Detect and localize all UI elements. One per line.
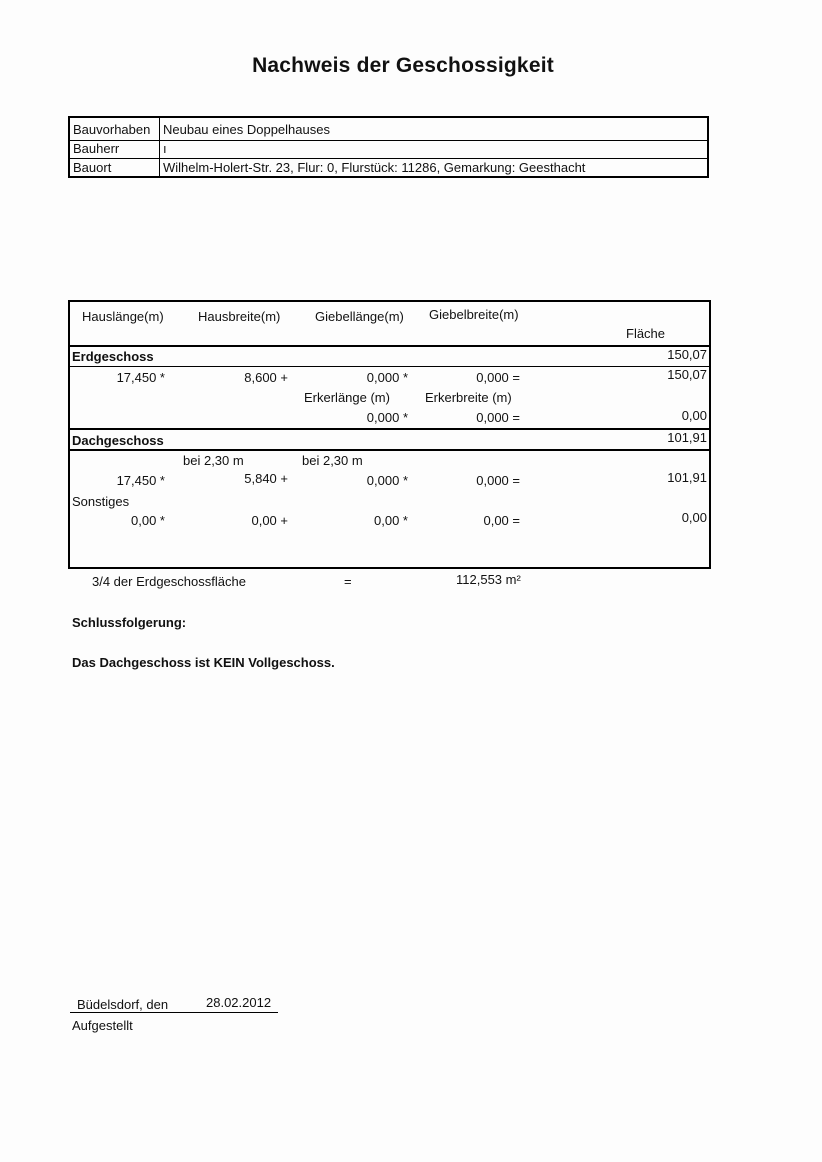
eg-hausbreite: 8,600 +: [244, 370, 288, 385]
header-flaeche: Fläche: [626, 326, 666, 341]
sonst-result: 0,00: [681, 510, 707, 525]
header-erkerbreite: Erkerbreite (m): [425, 390, 512, 405]
dg-giebellaenge: 0,000 *: [366, 473, 408, 488]
signature-line: [70, 1012, 278, 1013]
signature-date: 28.02.2012: [206, 995, 272, 1010]
dachgeschoss-total: 101,91: [667, 430, 707, 445]
info-value: Wilhelm-Holert-Str. 23, Flur: 0, Flurstück: 11286, Gemarkung: Geesthacht: [163, 160, 586, 175]
info-row-bauvorhaben: [70, 120, 707, 139]
section-divider: [70, 428, 709, 430]
erker-result: 0,00: [681, 408, 707, 423]
header-hausbreite: Hausbreite(m): [198, 309, 281, 324]
section-label-dachgeschoss: Dachgeschoss: [72, 433, 164, 448]
header-giebellaenge: Giebellänge(m): [315, 309, 404, 324]
info-label: Bauvorhaben: [73, 122, 151, 137]
erker-breite: 0,000 =: [476, 410, 520, 425]
dg-hausbreite: 5,840 +: [244, 471, 288, 486]
sonst-b: 0,00 +: [251, 513, 288, 528]
section-label-erdgeschoss: Erdgeschoss: [72, 349, 154, 364]
summary-label: 3/4 der Erdgeschossfläche: [92, 574, 246, 589]
header-erkerlaenge: Erkerlänge (m): [304, 390, 390, 405]
info-row-bauort: [70, 158, 707, 177]
header-giebelbreite: Giebelbreite(m): [429, 307, 519, 322]
signature-label: Aufgestellt: [72, 1018, 133, 1033]
summary-equals: =: [344, 574, 352, 589]
summary-value: 112,553 m²: [456, 572, 521, 587]
eg-hauslaenge: 17,450 *: [116, 370, 165, 385]
conclusion-text: Das Dachgeschoss ist KEIN Vollgeschoss.: [72, 655, 335, 670]
dg-giebelbreite: 0,000 =: [476, 473, 520, 488]
section-divider: [70, 345, 709, 347]
note-hausbreite: bei 2,30 m: [183, 453, 244, 468]
conclusion-heading: Schlussfolgerung:: [72, 615, 187, 630]
floor-area-table: [68, 300, 711, 569]
dg-hauslaenge: 17,450 *: [116, 473, 165, 488]
row-divider: [70, 366, 709, 367]
sonstiges-label: Sonstiges: [72, 494, 130, 509]
project-info-table: [68, 116, 709, 178]
eg-giebellaenge: 0,000 *: [366, 370, 408, 385]
erker-laenge: 0,000 *: [366, 410, 408, 425]
info-value: ı: [163, 141, 167, 156]
section-divider: [70, 449, 709, 451]
signature-place: Büdelsdorf, den: [77, 997, 169, 1012]
info-row-bauherr: [70, 139, 707, 158]
info-label: Bauort: [73, 160, 112, 175]
info-label: Bauherr: [73, 141, 120, 156]
erdgeschoss-total: 150,07: [667, 347, 707, 362]
document-title: Nachweis der Geschossigkeit: [252, 54, 554, 77]
sonst-d: 0,00 =: [483, 513, 520, 528]
sonst-c: 0,00 *: [374, 513, 408, 528]
info-value: Neubau eines Doppelhauses: [163, 122, 330, 137]
note-giebellaenge: bei 2,30 m: [302, 453, 363, 468]
sonst-a: 0,00 *: [131, 513, 165, 528]
eg-result: 150,07: [667, 367, 707, 382]
dg-result: 101,91: [667, 470, 707, 485]
eg-giebelbreite: 0,000 =: [476, 370, 520, 385]
header-hauslaenge: Hauslänge(m): [82, 309, 164, 324]
